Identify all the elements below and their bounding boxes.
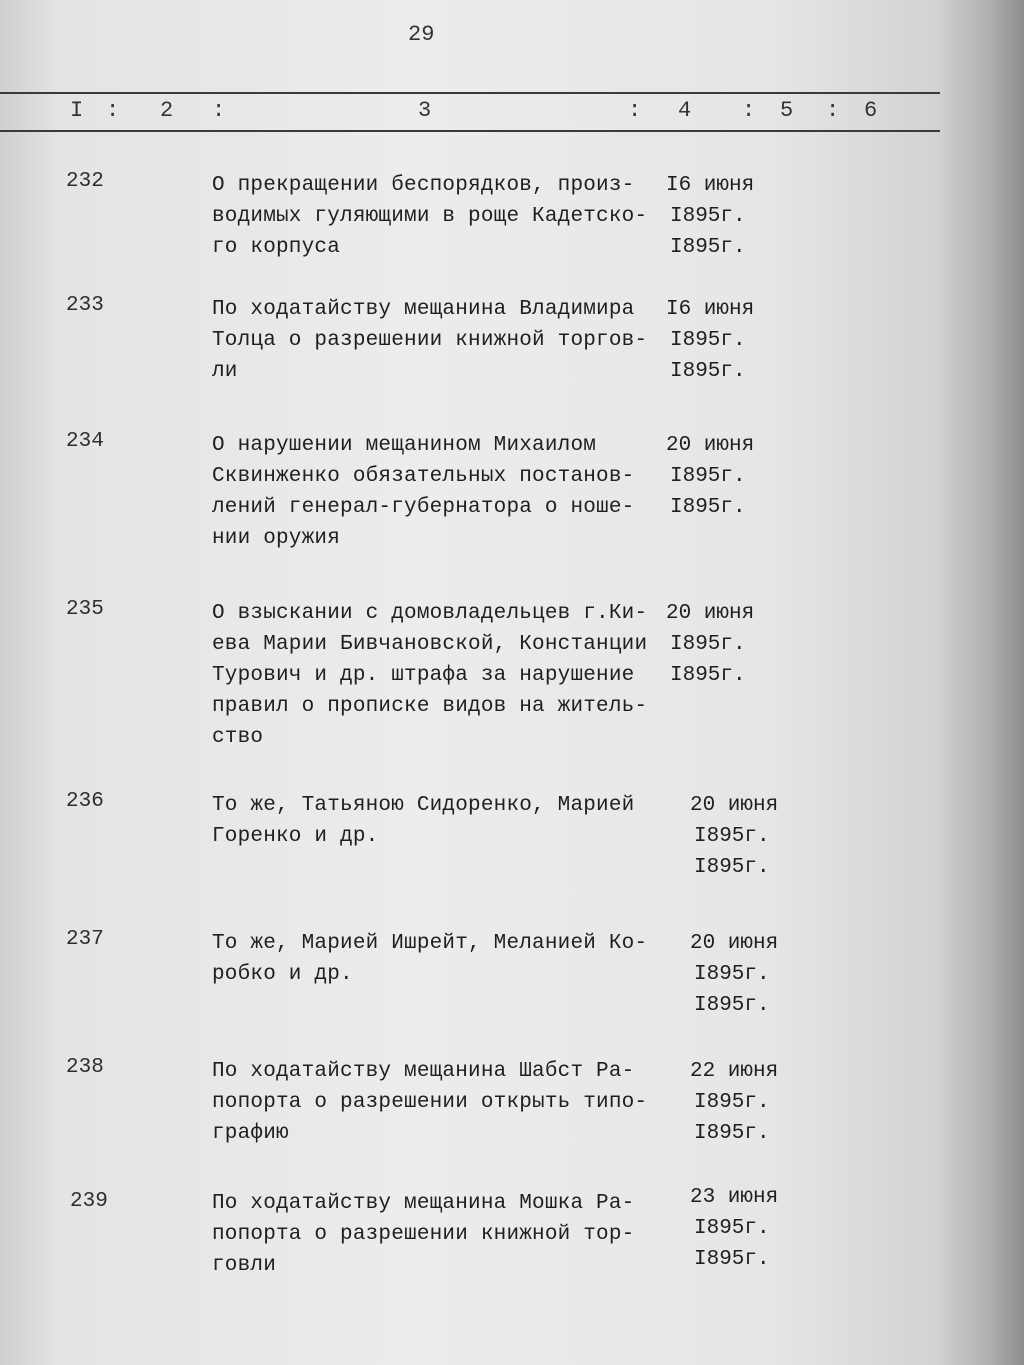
entry-dates <box>666 430 796 523</box>
entry-number: 234 <box>66 430 104 453</box>
entry-end-year: I895г. <box>694 856 770 879</box>
entry-start-year: I895г. <box>670 633 746 656</box>
entry-end-year: I895г. <box>670 496 746 519</box>
entry-start-date: 20 июня <box>690 794 779 817</box>
column-separator: : <box>742 98 756 123</box>
entry-title: О нарушении мещанином Михаилом Сквинженко обязательных постанов- лений генерал-губернатора о ноше- нии оружия <box>212 434 635 550</box>
entry-start-date: 23 июня <box>690 1186 779 1209</box>
entry-number: 237 <box>66 928 104 951</box>
page-shadow-edge <box>934 0 1024 1365</box>
entry-end-year: I895г. <box>694 994 770 1017</box>
entry-dates <box>690 1056 820 1149</box>
entry-end-year: I895г. <box>694 1248 770 1271</box>
entry-title: То же, Татьяною Сидоренко, Марией Горенко и др. <box>212 794 635 848</box>
entry-end-year: I895г. <box>670 236 746 259</box>
entry-end-year: I895г. <box>670 664 746 687</box>
entry-start-date: 22 июня <box>690 1060 779 1083</box>
entry-start-year: I895г. <box>670 205 746 228</box>
entry-title: По ходатайству мещанина Шабст Ра- попорта о разрешении открыть типо- графию <box>212 1060 648 1145</box>
entry-title: О прекращении беспорядков, произ- водимых гуляющими в роще Кадетско- го корпуса <box>212 174 648 259</box>
entry-end-year: I895г. <box>670 360 746 383</box>
entry-dates <box>690 928 820 1021</box>
column-separator: : <box>106 98 120 123</box>
entry-dates <box>666 170 796 263</box>
entry-start-date: 20 июня <box>666 434 755 457</box>
entry-number: 239 <box>70 1190 108 1213</box>
entry-title: О взыскании с домовладельцев г.Ки- ева Марии Бивчановской, Констанции Турович и др. штрафа за нарушение правил о прописке видов на житель- ство <box>212 602 648 749</box>
column-header-2: 2 <box>160 98 174 123</box>
column-header-3: 3 <box>418 98 432 123</box>
entry-start-year: I895г. <box>694 963 770 986</box>
entry-start-date: I6 июня <box>666 298 755 321</box>
entry-number: 232 <box>66 170 104 193</box>
column-header-6: 6 <box>864 98 878 123</box>
entry-start-year: I895г. <box>694 1091 770 1114</box>
entry-start-year: I895г. <box>670 465 746 488</box>
entry-start-date: 20 июня <box>690 932 779 955</box>
entry-number: 235 <box>66 598 104 621</box>
page-number: 29 <box>408 22 435 47</box>
entry-dates <box>666 294 796 387</box>
entry-end-year: I895г. <box>694 1122 770 1145</box>
entry-title: По ходатайству мещанина Владимира Толца о разрешении книжной торгов- ли <box>212 298 648 383</box>
column-header-4: 4 <box>678 98 692 123</box>
header-top-rule <box>0 92 940 94</box>
entry-dates <box>690 790 820 883</box>
column-separator: : <box>628 98 642 123</box>
column-header-1: I <box>70 98 84 123</box>
entry-start-date: I6 июня <box>666 174 755 197</box>
entry-dates <box>666 598 796 691</box>
entry-start-date: 20 июня <box>666 602 755 625</box>
entry-title: По ходатайству мещанина Мошка Ра- попорта о разрешении книжной тор- говли <box>212 1192 635 1277</box>
column-separator: : <box>212 98 226 123</box>
header-bottom-rule <box>0 130 940 132</box>
entry-number: 238 <box>66 1056 104 1079</box>
entry-title: То же, Марией Ишрейт, Меланией Ко- робко и др. <box>212 932 648 986</box>
entry-start-year: I895г. <box>670 329 746 352</box>
entry-dates <box>690 1182 820 1275</box>
entry-number: 236 <box>66 790 104 813</box>
entry-start-year: I895г. <box>694 1217 770 1240</box>
entry-start-year: I895г. <box>694 825 770 848</box>
entry-number: 233 <box>66 294 104 317</box>
column-header-5: 5 <box>780 98 794 123</box>
column-separator: : <box>826 98 840 123</box>
